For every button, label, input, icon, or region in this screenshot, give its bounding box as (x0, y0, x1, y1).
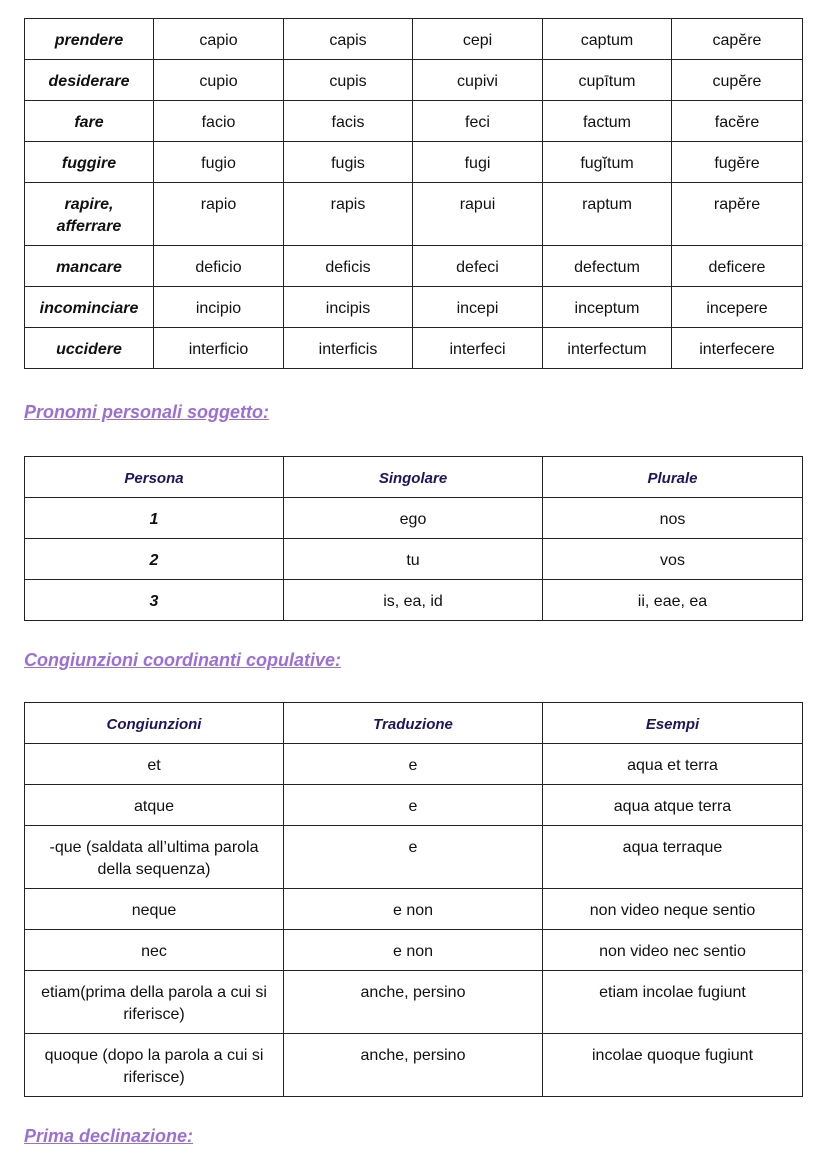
verb-form: inceptum (543, 287, 672, 328)
verb-form: cupivi (413, 60, 543, 101)
table-row (25, 183, 803, 246)
conjunctions-table (24, 702, 803, 1097)
verb-form: interfectum (543, 328, 672, 369)
verb-form: rapĕre (672, 183, 803, 246)
example: aqua et terra (543, 744, 803, 785)
table-row (25, 785, 803, 826)
person-number: 2 (25, 539, 284, 580)
verb-form: deficio (154, 246, 284, 287)
table-row (25, 580, 803, 621)
conjunction: atque (25, 785, 284, 826)
verb-form: cupis (284, 60, 413, 101)
table-row (25, 930, 803, 971)
table-row (25, 971, 803, 1034)
verb-meaning: incominciare (25, 287, 154, 328)
verb-form: interfecere (672, 328, 803, 369)
conjunction: etiam(prima della parola a cui si riferisce) (25, 971, 284, 1034)
table-row (25, 826, 803, 889)
verb-form: capis (284, 19, 413, 60)
table-row (25, 889, 803, 930)
column-header: Persona (25, 457, 284, 498)
verb-form: fugio (154, 142, 284, 183)
table-row (25, 60, 803, 101)
section-heading-congiunzioni: Congiunzioni coordinanti copulative: (24, 650, 341, 670)
pronoun-plural: vos (543, 539, 803, 580)
verb-form: deficere (672, 246, 803, 287)
example: incolae quoque fugiunt (543, 1034, 803, 1097)
section-heading-prima-declinazione: Prima declinazione: (24, 1126, 194, 1146)
verb-form: cupĕre (672, 60, 803, 101)
pronoun-plural: ii, eae, ea (543, 580, 803, 621)
example: etiam incolae fugiunt (543, 971, 803, 1034)
person-number: 1 (25, 498, 284, 539)
verb-form: incipis (284, 287, 413, 328)
column-header: Congiunzioni (25, 703, 284, 744)
pronoun-singular: is, ea, id (284, 580, 543, 621)
verb-meaning: fuggire (25, 142, 154, 183)
verb-meaning: fare (25, 101, 154, 142)
translation: anche, persino (284, 1034, 543, 1097)
verb-form: raptum (543, 183, 672, 246)
pronoun-singular: tu (284, 539, 543, 580)
verb-form: rapio (154, 183, 284, 246)
person-number: 3 (25, 580, 284, 621)
verb-form: factum (543, 101, 672, 142)
verb-form: capĕre (672, 19, 803, 60)
column-header: Singolare (284, 457, 543, 498)
table-row (25, 328, 803, 369)
example: non video nec sentio (543, 930, 803, 971)
verb-form: defectum (543, 246, 672, 287)
example: non video neque sentio (543, 889, 803, 930)
verb-meaning: desiderare (25, 60, 154, 101)
verb-form: incipio (154, 287, 284, 328)
table-header-row (25, 457, 803, 498)
verbs-table (24, 18, 803, 369)
translation: e (284, 785, 543, 826)
table-row (25, 1034, 803, 1097)
verb-form: fugĕre (672, 142, 803, 183)
pronoun-plural: nos (543, 498, 803, 539)
verb-form: deficis (284, 246, 413, 287)
translation: e non (284, 930, 543, 971)
translation: e non (284, 889, 543, 930)
column-header: Plurale (543, 457, 803, 498)
conjunction: nec (25, 930, 284, 971)
conjunction: quoque (dopo la parola a cui si riferisce) (25, 1034, 284, 1097)
verb-form: interficis (284, 328, 413, 369)
verb-form: fugi (413, 142, 543, 183)
verb-form: interficio (154, 328, 284, 369)
verb-form: capio (154, 19, 284, 60)
verb-form: rapis (284, 183, 413, 246)
translation: anche, persino (284, 971, 543, 1034)
verb-meaning: rapire, afferrare (25, 183, 154, 246)
pronoun-singular: ego (284, 498, 543, 539)
verb-form: cupio (154, 60, 284, 101)
table-row (25, 101, 803, 142)
conjunction: neque (25, 889, 284, 930)
verb-meaning: uccidere (25, 328, 154, 369)
pronouns-table (24, 456, 803, 621)
verb-form: rapui (413, 183, 543, 246)
verb-form: defeci (413, 246, 543, 287)
verb-form: cupītum (543, 60, 672, 101)
translation: e (284, 744, 543, 785)
verb-form: facis (284, 101, 413, 142)
table-row (25, 142, 803, 183)
conjunction: -que (saldata all’ultima parola della sequenza) (25, 826, 284, 889)
table-row (25, 246, 803, 287)
verb-form: fugĭtum (543, 142, 672, 183)
conjunction: et (25, 744, 284, 785)
table-row (25, 744, 803, 785)
verb-form: fugis (284, 142, 413, 183)
column-header: Traduzione (284, 703, 543, 744)
verb-meaning: prendere (25, 19, 154, 60)
section-heading-pronomi: Pronomi personali soggetto: (24, 402, 270, 422)
verb-form: incepi (413, 287, 543, 328)
verb-form: captum (543, 19, 672, 60)
verb-form: facio (154, 101, 284, 142)
verb-form: cepi (413, 19, 543, 60)
table-row (25, 287, 803, 328)
table-row (25, 19, 803, 60)
column-header: Esempi (543, 703, 803, 744)
example: aqua atque terra (543, 785, 803, 826)
table-row (25, 498, 803, 539)
verb-form: incepere (672, 287, 803, 328)
verb-form: interfeci (413, 328, 543, 369)
table-header-row (25, 703, 803, 744)
verb-form: facĕre (672, 101, 803, 142)
example: aqua terraque (543, 826, 803, 889)
translation: e (284, 826, 543, 889)
verb-meaning: mancare (25, 246, 154, 287)
verb-form: feci (413, 101, 543, 142)
table-row (25, 539, 803, 580)
